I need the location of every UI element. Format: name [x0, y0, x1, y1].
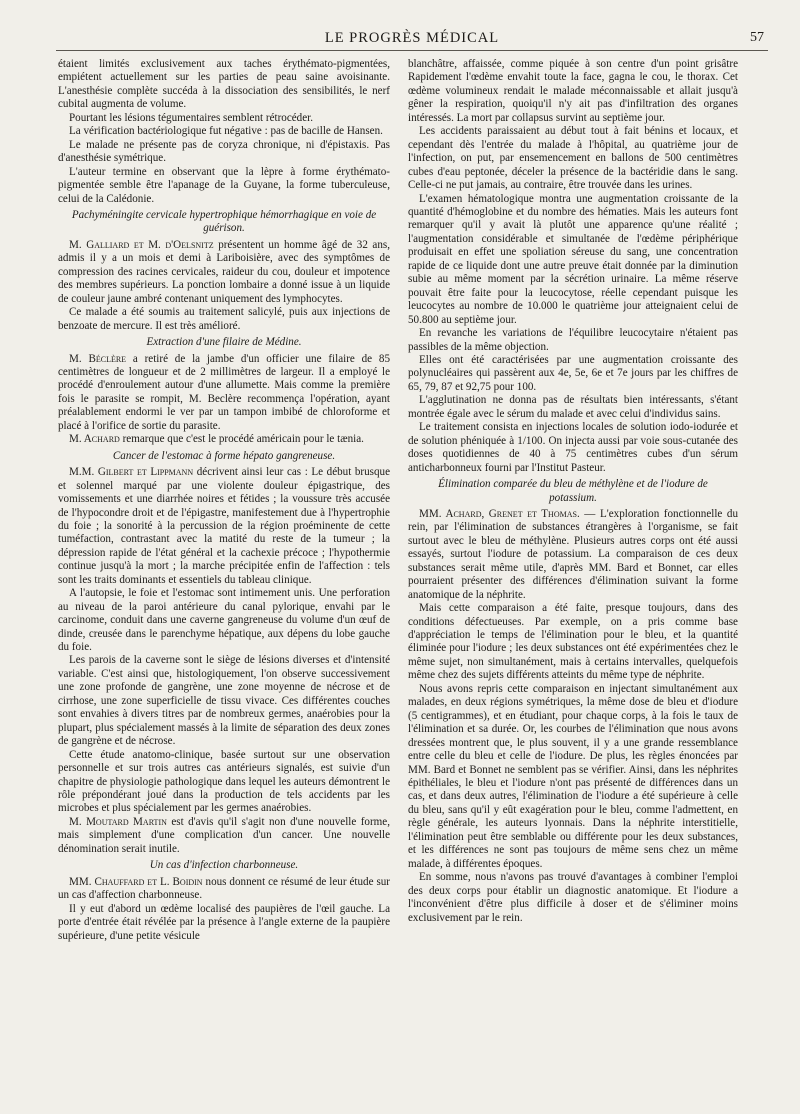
paragraph-text: étaient limités exclusivement aux taches érythémato-pigmentées, empiétent actuellement sur les parties de peau saine avoisinante. L'anesthésie complète succéda à la dissociation des sensibilités, le nerf cubital augmenta de volume. [58, 58, 390, 111]
paragraph [408, 683, 738, 871]
paragraph [408, 125, 738, 192]
author-names: M.M. Gilbert et Lippmann [69, 466, 194, 479]
paragraph [58, 654, 390, 748]
paragraph-text: Nous avons repris cette comparaison en injectant simultanément aux malades, en deux régions symétriques, la même dose de bleu et d'iodure (5 centigrammes), et en étudiant, pour chaque corps, à la fois le taux de l'élimination et sa durée. Or, les courbes de l'élimination que nous avons dressées montrent que, le plus souvent, il y a une grande ressemblance entre celle du bleu et celle de l'iodure. De plus, les règles énoncées par MM. Bard et Bonnet ne semblent pas se vérifier. Ainsi, dans les néphrites épithéliales, le bleu et l'iodure n'ont pas présenté de différences dans un cas, et dans deux autres, l'élimination de l'iodure a été supérieure à celle du bleu, sans qu'il y eût exagération pour le bleu, comme l'admettent, en règle générale, les auteurs lyonnais. Dans la néphrite interstitielle, l'élimination peut être semblable ou différente pour les deux substances, et les différences ne sont pas toujours de même sens chez un même malade, à différentes époques. [408, 682, 738, 870]
paragraph-text: Pourtant les lésions tégumentaires semblent rétrocéder. [69, 111, 313, 124]
paragraph [408, 327, 738, 354]
paragraph-text: L'examen hématologique montra une augmentation croissante de la quantité d'hémoglobine et du nombre des hématies. Mais les auteurs font remarquer qu'il y avait là plutôt une apparence qu'une réalité ; l'augmentation considérable et simultanée de l'œdème périphérique produisait en effet une spoliation séreuse du sang, une concentration rapide de ce liquide dont une autre preuve était donnée par la diminution subie au même moment par la sécrétion urinaire. La même réserve pouvait être faite pour la leucocytose, réelle cependant puisque les leucocytes au nombre de 10.000 le quatrième jour atteignaient celui de 50.800 au septième jour. [408, 192, 738, 326]
paragraph-text: décrivent ainsi leur cas : Le début brusque et solennel marqué par une violente douleur épigastrique, des vomissements et une diarrhée noires et fétides ; la voussure très accusée de l'hypocondre droit et de l'épigastre, manifestement due à l'hypertrophie du foie ; la sonorité à la percussion de la région proéminente de cette tuméfaction, contrastant avec la matité du reste de la tumeur ; la dépression rapide de l'état général et la cachexie précoce ; l'hypothermie continue jusqu'à la mort ; la marche précipitée enfin de l'affection : tels sont les traits dominants et essentiels du tableau clinique. [58, 466, 390, 586]
paragraph-text: L'agglutination ne donna pas de résultats bien intéressants, s'étant montrée égale avec le sérum du malade et avec celui d'individus sains. [408, 394, 738, 420]
left-column [58, 58, 390, 943]
paragraph [58, 433, 390, 446]
paragraph [58, 903, 390, 943]
paragraph [58, 239, 390, 306]
paragraph [408, 602, 738, 683]
paragraph [408, 354, 738, 394]
paragraph-text: En revanche les variations de l'équilibre leucocytaire n'étaient pas passibles de la même objection. [408, 327, 738, 353]
section-heading: Cancer de l'estomac à forme hépato gangreneuse. [112, 449, 336, 462]
paragraph-text: est d'avis qu'il s'agit non d'une nouvelle forme, mais simplement d'une complication d'un cancer. Une nouvelle dénomination serait inutile. [58, 815, 390, 855]
paragraph-text: — L'exploration fonctionnelle du rein, par l'élimination de substances étrangères à l'organisme, se fait surtout avec le bleu de méthylène. Plusieurs autres corps ont été aussi essayés, surtout l'iodure de potassium. La comparaison de ces deux substances serait même utile, d'après MM. Bard et Bonnet, car elles pourraient présenter des différences d'élimination suivant la forme anatomique de la néphrite. [408, 507, 738, 601]
paragraph-text: Elles ont été caractérisées par une augmentation croissante des polynucléaires qui passèrent aux 4e, 5e, 6e et 7e jours par les chiffres de 65, 79, 87 et 92,75 pour 100. [408, 353, 738, 393]
section-heading: Pachyméningite cervicale hypertrophique hémorrhagique en voie de guérison. [71, 208, 377, 235]
paragraph [58, 112, 390, 125]
paragraph [408, 421, 738, 475]
author-names: M. Achard [69, 433, 120, 446]
paragraph-text: Les accidents paraissaient au début tout à fait bénins et locaux, et cependant dès l'entrée du malade à l'hôpital, au quatrième jour de l'infection, on put, par ensemencement en ballons de 500 centimètres cubes d'eau peptonée, déceler la présence de la bactéridie dans le sang. Celle-ci ne put jamais, au contraire, être trouvée dans les urines. [408, 125, 738, 192]
paragraph [408, 394, 738, 421]
paragraph-text: Le malade ne présente pas de coryza chronique, ni d'épistaxis. Pas d'anesthésie symétrique. [58, 138, 390, 165]
paragraph-text: Ce malade a été soumis au traitement salicylé, puis aux injections de benzoate de mercure. Il est très amélioré. [58, 306, 390, 332]
paragraph-text: blanchâtre, affaissée, comme piquée à son centre d'un point grisâtre Rapidement l'œdème envahit toute la face, gagna le cou, le thorax. Cet œdème volumineux rendait le malade méconnaissable et allait jusqu'à gêner la respiration, quoiqu'il n'y ait pas d'infiltration des organes intéressés. La mort par collapsus survint au septième jour. [408, 58, 738, 124]
paragraph [58, 749, 390, 816]
author-names: M. Moutard Martin [69, 815, 167, 828]
paragraph-text: remarque que c'est le procédé américain pour le tænia. [122, 433, 364, 446]
paragraph-text: présentent un homme âgé de 32 ans, admis il y a un mois et demi à Lariboisière, avec des symptômes de compression des racines cervicales, raideur du cou, douleur et impotence des membres supérieurs. La ponction lombaire a donné issue à un liquide de couleur jaune ambré contenant uniquement des lymphocytes. [58, 238, 390, 305]
running-header [56, 28, 768, 51]
section-heading: Un cas d'infection charbonneuse. [149, 859, 299, 872]
paragraph [58, 125, 390, 138]
paragraph [58, 816, 390, 856]
paragraph [58, 353, 390, 434]
paragraph [58, 587, 390, 654]
paragraph [408, 871, 738, 925]
paragraph-text: En somme, nous n'avons pas trouvé d'avantages à combiner l'emploi des deux corps pour établir un diagnostic anatomique. Et l'iodure a l'inconvénient d'être plus difficile à doser et de s'éliminer moins exclusivement par le rein. [408, 871, 738, 924]
paragraph-text: Il y eut d'abord un œdème localisé des paupières de l'œil gauche. La porte d'entrée était révélée par la présence à l'angle externe de la paupière supérieure, d'une petite vésicule [58, 902, 390, 942]
section-heading: Élimination comparée du bleu de méthylène et de l'iodure de potassium. [438, 478, 708, 504]
paragraph-text: A l'autopsie, le foie et l'estomac sont intimement unis. Une perforation au niveau de la paroi antérieure du canal pylorique, envahi par le carcinome, conduit dans une caverne gangreneuse du volume d'un œuf de dinde, creusée dans le parenchyme hépatique, aux dépens du lobe gauche du foie. [58, 587, 390, 654]
author-names: M. Galliard et M. d'Oelsnitz [69, 238, 214, 251]
paragraph [58, 466, 390, 587]
author-names: MM. Achard, Grenet et Thomas. [419, 507, 580, 520]
paragraph-text: a retiré de la jambe d'un officier une filaire de 85 centimètres de longueur et de 2 millimètres de largeur. Il a employé le procédé d'enroulement autour d'une allumette. Mais comme la première fois le parasite se rompit, M. Beclère recommença l'opération, ayant préalablement endormi le ver par un tampon imbibé de chloroforme et placé à l'orifice de sortie du parasite. [58, 352, 390, 432]
author-names: M. Béclère [69, 352, 127, 365]
paragraph-text: nous donnent ce résumé de leur étude sur un cas d'affection charbonneuse. [58, 875, 391, 902]
paragraph [58, 58, 390, 112]
paragraph-text: Les parois de la caverne sont le siège de lésions diverses et d'intensité variable. C'est ainsi que, histologiquement, l'on observe successivement une zone profonde de gangrène, une zone moyenne de nécrose et de cirrhose, une zone superficielle de tissu vivace. Ces différentes couches sont envahies à divers titres par de nombreux germes, anaérobies pour la plupart, plus spécialement massés à la limite de séparation des deux zones de gangrène et de nécrose. [58, 654, 390, 748]
page-number: 57 [750, 30, 764, 45]
paragraph [408, 58, 738, 125]
paragraph-text: Le traitement consista en injections locales de solution iodo-iodurée et de solution phéniquée à 1/100. On injecta aussi par voie sous-cutanée des doses quotidiennes de 40 à 75 centimètres cubes d'un sérum anticharbonneux fourni par l'Institut Pasteur. [408, 421, 738, 474]
paragraph-text: L'auteur termine en observant que la lèpre à forme érythémato-pigmentée semble être l'apanage de la Guyane, la forme tuberculeuse, celui de la Calédonie. [58, 165, 390, 205]
right-column [408, 58, 738, 925]
paragraph-text: Mais cette comparaison a été faite, presque toujours, dans des conditions défectueuses. Par exemple, on a pris comme base d'appréciation le temps de l'élimination pour le bleu, et la quantité éliminée pour l'iodure ; les deux substances ont été expérimentées chez le même sujet, non simultanément, mais à certains intervalles, quelquefois même chez des sujets différents atteints du même type de néphrite. [408, 602, 738, 682]
author-names: MM. Chauffard et L. Boidin [69, 875, 203, 888]
paragraph [58, 876, 390, 903]
paragraph [58, 139, 390, 166]
paragraph [58, 306, 390, 333]
paragraph-text: Cette étude anatomo-clinique, basée surtout sur une observation personnelle et sur trois autres cas antérieurs signalés, est suivie d'un chapitre de physiologie pathologique dans lequel les auteurs démontrent le rôle prépondérant joué dans la production de tels accidents par les microbes et plus spécialement par les germes anaérobies. [58, 748, 390, 815]
journal-title: LE PROGRÈS MÉDICAL [324, 30, 500, 46]
paragraph [408, 508, 738, 602]
paragraph [58, 166, 390, 206]
paragraph-text: La vérification bactériologique fut négative : pas de bacille de Hansen. [69, 125, 383, 138]
section-heading: Extraction d'une filaire de Médine. [146, 336, 302, 349]
paragraph [408, 193, 738, 328]
